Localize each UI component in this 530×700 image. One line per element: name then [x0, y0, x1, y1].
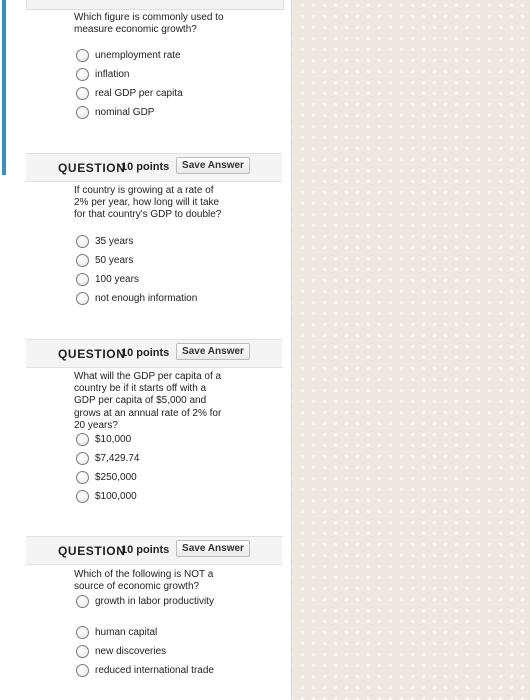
question-header	[26, 536, 282, 565]
radio-button[interactable]	[76, 626, 89, 639]
radio-button[interactable]	[76, 490, 89, 503]
answer-label: real GDP per capita	[95, 88, 183, 99]
radio-button[interactable]	[76, 664, 89, 677]
radio-button[interactable]	[76, 49, 89, 62]
answer-label: $100,000	[95, 491, 137, 502]
answer-label: growth in labor productivity	[95, 596, 214, 607]
radio-button[interactable]	[76, 68, 89, 81]
question-panel	[6, 0, 292, 700]
answer-label: unemployment rate	[95, 50, 181, 61]
answer-label: $10,000	[95, 434, 132, 445]
answer-label: new discoveries	[95, 646, 167, 657]
radio-button[interactable]	[76, 471, 89, 484]
answer-label: $250,000	[95, 472, 137, 483]
answer-label: 100 years	[95, 274, 139, 285]
radio-button[interactable]	[76, 254, 89, 267]
question-header	[26, 153, 282, 182]
question-text: What will the GDP per capita of a country be if it starts off with a GDP per capita of $5,000 and grows at an annual rate of 2% for 20 years?	[74, 371, 222, 431]
question-title: QUESTION	[58, 347, 126, 361]
radio-button[interactable]	[76, 235, 89, 248]
points-label: 10 points	[121, 544, 170, 556]
answer-label: not enough information	[95, 293, 198, 304]
save-answer-button[interactable]: Save Answer	[176, 157, 250, 174]
radio-button[interactable]	[76, 452, 89, 465]
question-text: If country is growing at a rate of 2% per year, how long will it take for that country's GDP to double?	[74, 185, 222, 221]
question-title: QUESTION	[58, 544, 126, 558]
points-label: 10 points	[121, 161, 170, 173]
radio-button[interactable]	[76, 87, 89, 100]
answer-label: reduced international trade	[95, 665, 214, 676]
radio-button[interactable]	[76, 645, 89, 658]
question-text: Which of the following is NOT a source of economic growth?	[74, 569, 214, 593]
answer-label: human capital	[95, 627, 158, 638]
radio-button[interactable]	[76, 433, 89, 446]
question-title: QUESTION	[58, 161, 126, 175]
question-header	[26, 339, 282, 368]
answer-label: 35 years	[95, 236, 134, 247]
answer-label: nominal GDP	[95, 107, 155, 118]
answer-label: 50 years	[95, 255, 134, 266]
save-answer-button[interactable]: Save Answer	[176, 540, 250, 557]
answer-label: $7,429.74	[95, 453, 140, 464]
radio-button[interactable]	[76, 595, 89, 608]
radio-button[interactable]	[76, 273, 89, 286]
question-header-previous	[26, 0, 284, 10]
points-label: 10 points	[121, 347, 170, 359]
radio-button[interactable]	[76, 292, 89, 305]
question-text: Which figure is commonly used to measure economic growth?	[74, 12, 224, 36]
answer-label: inflation	[95, 69, 130, 80]
save-answer-button[interactable]: Save Answer	[176, 343, 250, 360]
radio-button[interactable]	[76, 106, 89, 119]
